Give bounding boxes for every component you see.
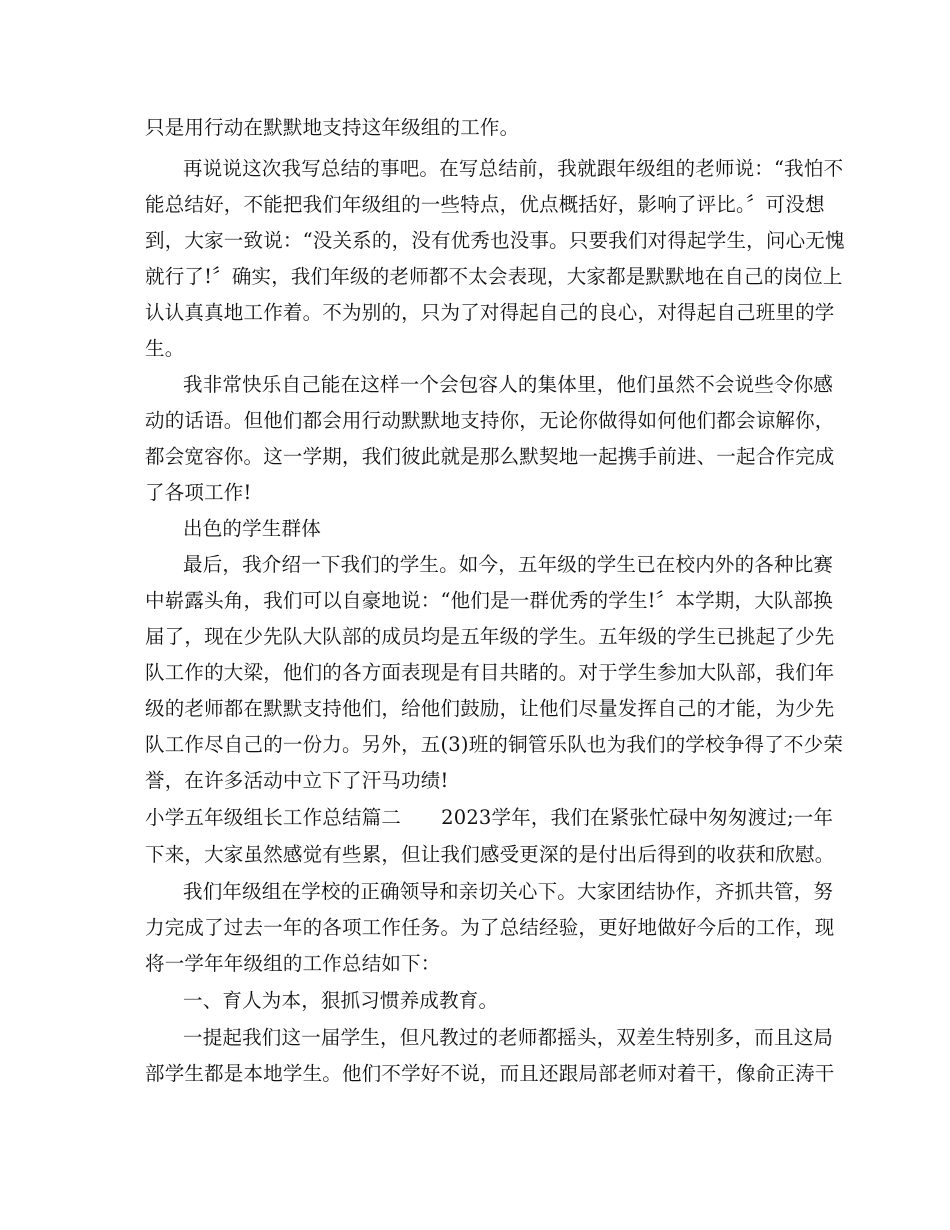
paragraph-line: 只是用行动在默默地支持这年级组的工作。 [145,116,520,139]
section-title: 小学五年级组长工作总结篇二 [145,806,402,829]
paragraph-line: 生。 [145,337,185,360]
paragraph-line: 了各项工作! [145,481,252,504]
paragraph-line: 队工作的大梁，他们的各方面表现是有目共睹的。对于学生参加大队部，我们年 [145,661,835,684]
section-intro: 2023学年，我们在紧张忙碌中匆匆渡过;一年 [441,806,834,829]
paragraph-line: 一提起我们这一届学生，但凡教过的老师都摇头，双差生特别多，而且这局 [183,1026,834,1049]
paragraph-line: 到，大家一致说：“没关系的，没有优秀也没事。只要我们对得起学生，问心无愧 [145,229,845,252]
paragraph-line: 能总结好，不能把我们年级组的一些特点，优点概括好，影响了评比。〞可没想 [145,193,825,216]
paragraph-line: 队工作尽自己的一份力。另外，五(3)班的铜管乐队也为我们的学校争得了不少荣 [145,733,844,756]
paragraph-line: 再说说这次我写总结的事吧。在写总结前，我就跟年级组的老师说：“我怕不 [183,157,844,180]
paragraph-line: 下来，大家虽然感觉有些累，但让我们感受更深的是付出后得到的收获和欣慰。 [145,843,835,866]
subheading: 出色的学生群体 [183,517,321,540]
paragraph-line: 认认真真地工作着。不为别的，只为了对得起自己的良心，对得起自己班里的学 [145,301,835,324]
paragraph-line: 就行了!〞确实，我们年级的老师都不太会表现，大家都是默默地在自己的岗位上 [145,265,843,288]
section-heading-line [145,806,834,830]
paragraph-line: 级的老师都在默默支持他们，给他们鼓励，让他们尽量发挥自己的才能，为少先 [145,697,835,720]
paragraph-line: 部学生都是本地学生。他们不学好不说，而且还跟局部老师对着干，像俞正涛干 [145,1062,835,1085]
paragraph-line: 动的话语。但他们都会用行动默默地支持你，无论你做得如何他们都会谅解你， [145,409,835,432]
paragraph-line: 最后，我介绍一下我们的学生。如今，五年级的学生已在校内外的各种比赛 [183,553,834,576]
paragraph-line: 我非常快乐自己能在这样一个会包容人的集体里，他们虽然不会说些令你感 [183,373,834,396]
paragraph-line: 届了，现在少先队大队部的成员均是五年级的学生。五年级的学生已挑起了少先 [145,625,835,648]
subheading: 一、育人为本，狠抓习惯养成教育。 [183,989,499,1012]
paragraph-line: 力完成了过去一年的各项工作任务。为了总结经验，更好地做好今后的工作，现 [145,916,835,939]
paragraph-line: 将一学年年级组的工作总结如下： [145,952,441,975]
paragraph-line: 都会宽容你。这一学期，我们彼此就是那么默契地一起携手前进、一起合作完成 [145,445,835,468]
paragraph-line: 誉，在许多活动中立下了汗马功绩! [145,769,449,792]
paragraph-line: 中崭露头角，我们可以自豪地说：“他们是一群优秀的学生!〞本学期，大队部换 [145,589,834,612]
paragraph-line: 我们年级组在学校的正确领导和亲切关心下。大家团结协作，齐抓共管，努 [183,880,834,903]
